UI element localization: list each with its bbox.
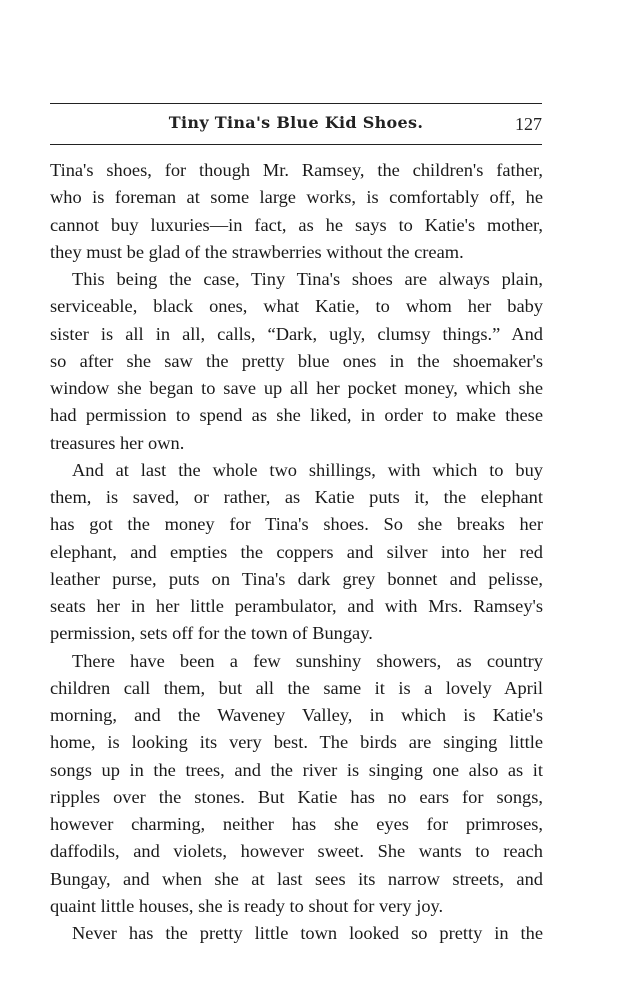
text-line: so after she saw the pretty blue ones in the shoemaker's [50,350,543,371]
text-line: seats her in her little perambulator, and with Mrs. Ramsey's [50,596,543,616]
paragraph-1 [50,157,543,266]
text-line: serviceable, black ones, what Katie, to whom her baby [50,296,543,317]
text-line: leather purse, puts on Tina's dark grey bonnet and pelisse, [50,568,543,589]
text-line: quaint little houses, she is ready to shout for very joy. [50,895,444,916]
text-line: however charming, neither has she eyes for primroses, [50,814,543,834]
text-line: children call them, but all the same it is a lovely April [50,677,543,698]
paragraph-5 [50,920,543,947]
body-text [50,157,543,947]
text-line: sister is all in all, calls, “Dark, ugly, clumsy things.” And [50,323,543,344]
text-line: There have been a few sunshiny showers, as country [72,650,543,671]
text-line: window she began to save up all her pocket money, which she [50,378,543,398]
paragraph-3 [50,457,543,648]
text-line: Never has the pretty little town looked so pretty in the [72,923,543,943]
text-line: Tina's shoes, for though Mr. Ramsey, the children's father, [50,160,543,180]
text-line: they must be glad of the strawberries without the cream. [50,241,464,262]
running-title: Tiny Tina's Blue Kid Shoes. [168,113,424,132]
text-line: morning, and the Waveney Valley, in which is Katie's [50,705,543,725]
text-line: elephant, and empties the coppers and silver into her red [50,541,543,562]
text-line: who is foreman at some large works, is comfortably off, he [50,187,543,208]
running-head [50,113,542,139]
header-top-rule [50,103,542,104]
paragraph-2 [50,266,543,457]
text-line: This being the case, Tiny Tina's shoes are always plain, [72,269,543,289]
text-line: Bungay, and when she at last sees its narrow streets, and [50,868,543,889]
text-line: cannot buy luxuries—in fact, as he says to Katie's mother, [50,214,543,235]
text-line: And at last the whole two shillings, with which to buy [72,459,543,480]
text-line: them, is saved, or rather, as Katie puts it, the elephant [50,487,543,507]
header-bottom-rule [50,144,542,145]
text-line: permission, sets off for the town of Bungay. [50,623,373,644]
text-line: songs up in the trees, and the river is singing one also as it [50,759,543,780]
text-line: daffodils, and violets, however sweet. She wants to reach [50,841,543,862]
page-number: 127 [515,114,542,134]
text-line: has got the money for Tina's shoes. So she breaks her [50,514,543,535]
text-line: home, is looking its very best. The birds are singing little [50,732,543,753]
paragraph-4 [50,648,543,921]
text-line: treasures her own. [50,432,185,453]
text-line: had permission to spend as she liked, in order to make these [50,405,543,426]
text-line: ripples over the stones. But Katie has no ears for songs, [50,786,543,807]
